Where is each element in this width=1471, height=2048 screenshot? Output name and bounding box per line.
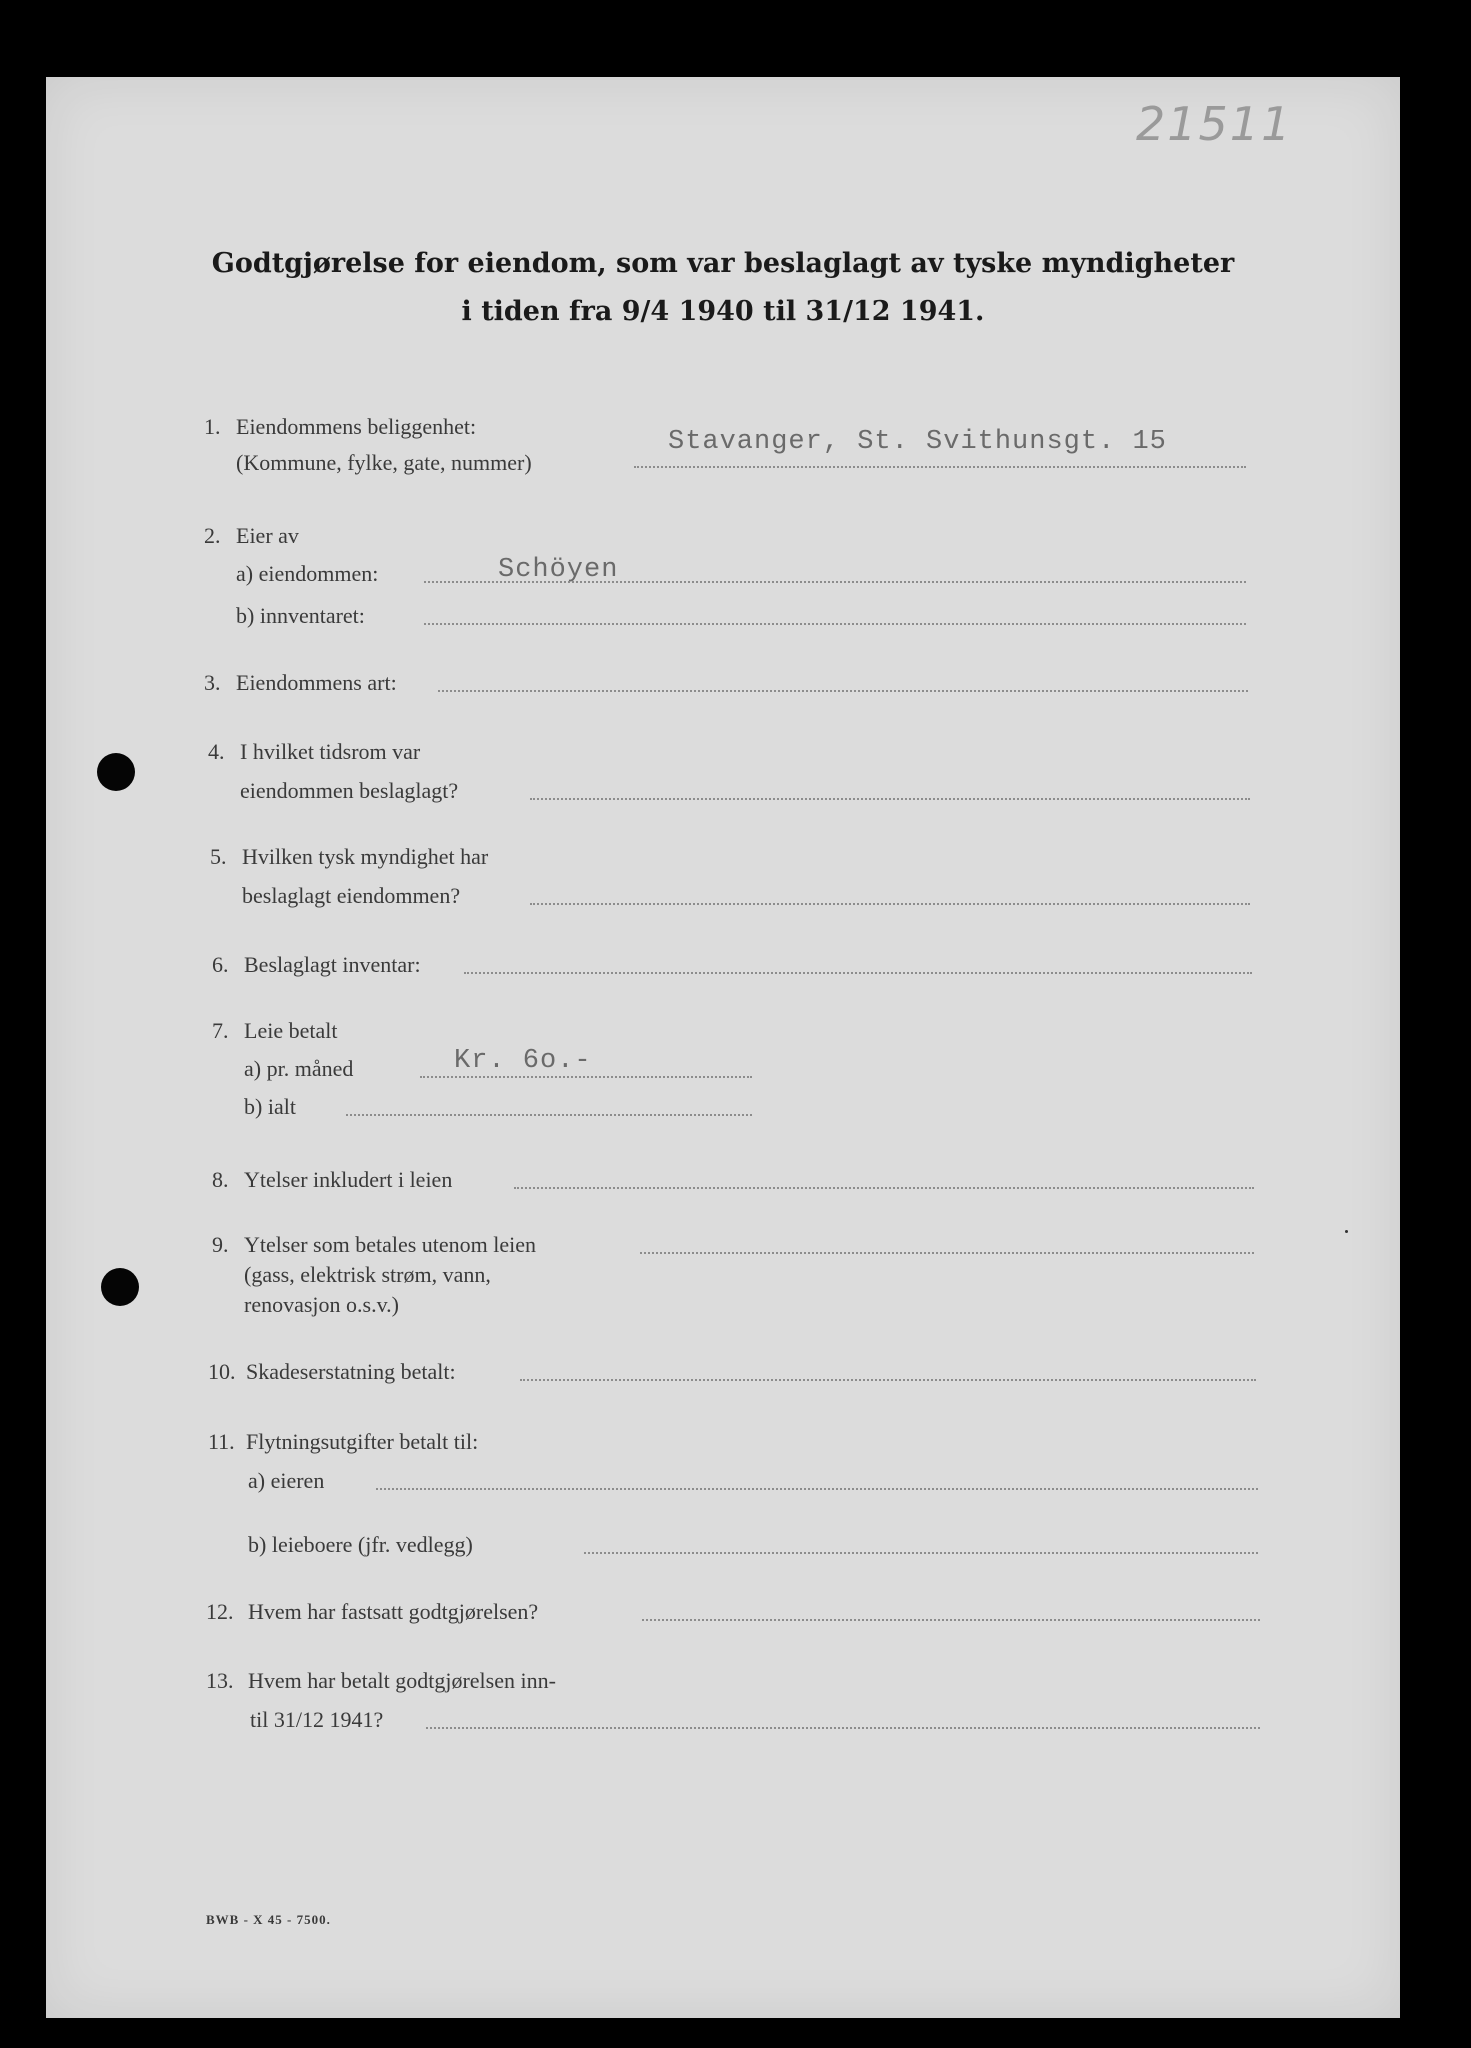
item-3-label: Eiendommens art: xyxy=(236,670,397,695)
item-1-answer: Stavanger, St. Svithunsgt. 15 xyxy=(668,427,1167,457)
item-12-number: 12. xyxy=(206,1599,234,1624)
item-11a-label: a) eieren xyxy=(248,1468,325,1493)
item-13-label: Hvem har betalt godtgjørelsen inn- xyxy=(248,1668,556,1693)
item-7-label: Leie betalt xyxy=(244,1018,338,1043)
item-1-number: 1. xyxy=(204,414,221,439)
item-13-answer-line xyxy=(426,1727,1260,1729)
item-7b-answer-line xyxy=(346,1114,752,1116)
item-3-number: 3. xyxy=(204,670,221,695)
item-3-answer-line xyxy=(438,690,1248,692)
item-10-answer-line xyxy=(520,1379,1256,1381)
item-10-number: 10. xyxy=(208,1359,236,1384)
item-10-label: Skadeserstatning betalt: xyxy=(246,1359,456,1384)
item-11-number: 11. xyxy=(208,1429,235,1454)
form-title-line-2: i tiden fra 9/4 1940 til 31/12 1941. xyxy=(461,296,985,327)
item-11b-label: b) leieboere (jfr. vedlegg) xyxy=(248,1532,473,1557)
item-11-label: Flytningsutgifter betalt til: xyxy=(246,1429,479,1454)
item-4-sublabel: eiendommen beslaglagt? xyxy=(240,778,459,803)
item-9-number: 9. xyxy=(212,1232,229,1257)
item-5-sublabel: beslaglagt eiendommen? xyxy=(242,883,461,908)
item-6-label: Beslaglagt inventar: xyxy=(244,952,421,977)
item-8-answer-line xyxy=(514,1187,1254,1189)
item-12-label: Hvem har fastsatt godtgjørelsen? xyxy=(248,1599,539,1624)
item-2b-label: b) innventaret: xyxy=(236,603,365,628)
item-4-answer-line xyxy=(530,798,1250,800)
item-7a-label: a) pr. måned xyxy=(244,1056,354,1081)
item-9-sublabel-2: renovasjon o.s.v.) xyxy=(244,1292,399,1317)
item-5-answer-line xyxy=(530,903,1250,905)
item-11b-answer-line xyxy=(584,1552,1258,1554)
item-6-answer-line xyxy=(464,972,1252,974)
form-title-line-1: Godtgjørelse for eiendom, som var beslaglagt av tyske myndigheter xyxy=(211,248,1235,279)
item-1-answer-line xyxy=(634,466,1246,468)
item-8-label: Ytelser inkludert i leien xyxy=(244,1167,453,1192)
item-11a-answer-line xyxy=(376,1488,1258,1490)
item-1-label: Eiendommens beliggenhet: xyxy=(236,414,477,439)
item-7a-answer: Kr. 6o.- xyxy=(454,1046,592,1076)
item-7b-label: b) ialt xyxy=(244,1094,296,1119)
handwritten-document-number: 21511 xyxy=(1136,97,1293,151)
item-6-number: 6. xyxy=(212,952,229,977)
punch-hole-upper xyxy=(97,753,135,791)
item-5-number: 5. xyxy=(210,844,227,869)
item-2-number: 2. xyxy=(204,523,221,548)
item-7-number: 7. xyxy=(212,1018,229,1043)
form-page xyxy=(46,77,1400,2018)
item-5-label: Hvilken tysk myndighet har xyxy=(242,844,489,869)
item-4-label: I hvilket tidsrom var xyxy=(240,739,421,764)
item-4-number: 4. xyxy=(208,739,225,764)
item-13-number: 13. xyxy=(206,1668,234,1693)
item-2b-answer-line xyxy=(424,623,1246,625)
item-7a-answer-line xyxy=(420,1076,752,1078)
item-1-sublabel: (Kommune, fylke, gate, nummer) xyxy=(236,450,532,475)
item-2a-label: a) eiendommen: xyxy=(236,561,379,586)
item-2a-answer-line xyxy=(424,581,1246,583)
item-9-label: Ytelser som betales utenom leien xyxy=(244,1232,537,1257)
item-12-answer-line xyxy=(642,1619,1260,1621)
item-9-sublabel-1: (gass, elektrisk strøm, vann, xyxy=(244,1262,491,1287)
item-13-sublabel: til 31/12 1941? xyxy=(250,1707,384,1732)
item-9-answer-line xyxy=(640,1252,1254,1254)
item-2-label: Eier av xyxy=(236,523,299,548)
form-print-code: BWB - X 45 - 7500. xyxy=(206,1912,331,1927)
item-2a-answer: Schöyen xyxy=(498,555,619,585)
item-8-number: 8. xyxy=(212,1167,229,1192)
paper-speck xyxy=(1345,1230,1348,1233)
punch-hole-lower xyxy=(101,1268,139,1306)
